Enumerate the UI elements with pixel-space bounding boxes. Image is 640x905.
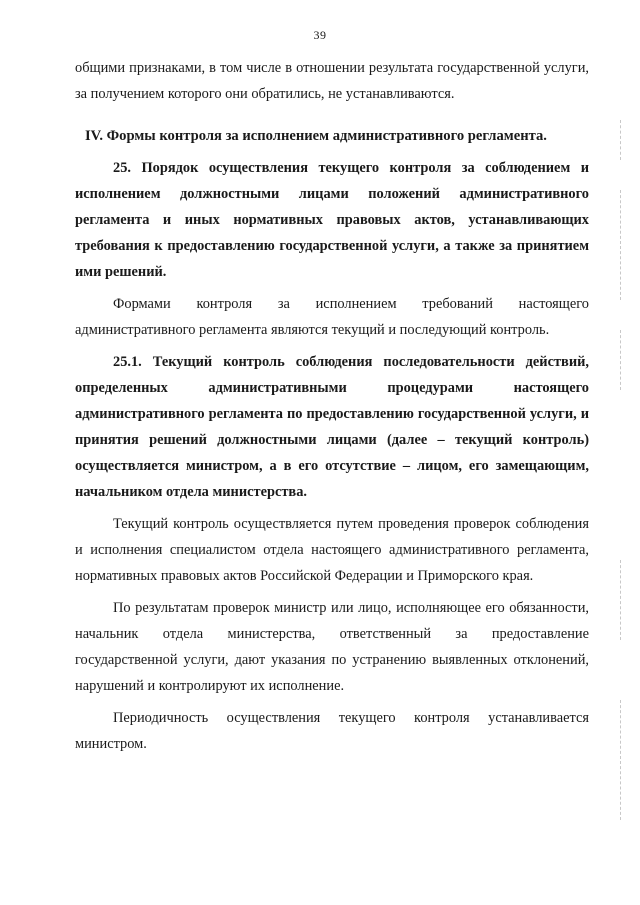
scan-edge-mark	[620, 700, 621, 820]
document-body	[75, 55, 589, 757]
paragraph-check-results: По результатам проверок министр или лицо, исполняющее его обязанности, начальник отдела министерства, ответственный за предоставление государственной услуги, дают указания по устранению выявленных отклонений, нарушений и контролируют их исполнение.	[75, 600, 589, 694]
paragraph-current-control: Текущий контроль осуществляется путем проведения проверок соблюдения и исполнения специалистом отдела настоящего административного регламента, нормативных правовых актов Российской Федерации и Приморского края.	[75, 516, 589, 584]
scan-edge-mark	[620, 560, 621, 640]
scan-edge-mark	[620, 330, 621, 390]
scan-edge-mark	[620, 190, 621, 300]
scan-edge-mark	[620, 120, 621, 160]
paragraph-25-1: 25.1. Текущий контроль соблюдения последовательности действий, определенных административными процедурами настоящего административного регламента по предоставлению государственной услуги, и принятия решений должностными лицами (далее – текущий контроль) осуществляется министром, а в его отсутствие – лицом, его замещающим, начальником отдела министерства.	[75, 354, 589, 500]
section-heading: IV. Формы контроля за исполнением административного регламента.	[85, 128, 547, 144]
paragraph-forms: Формами контроля за исполнением требований настоящего административного регламента являются текущий и последующий контроль.	[75, 296, 589, 338]
paragraph-periodicity: Периодичность осуществления текущего контроля устанавливается министром.	[75, 710, 589, 752]
page-number: 39	[313, 28, 327, 42]
paragraph-continuation: общими признаками, в том числе в отношении результата государственной услуги, за получением которого они обратились, не устанавливаются.	[75, 60, 589, 102]
paragraph-25: 25. Порядок осуществления текущего контроля за соблюдением и исполнением должностными лицами положений административного регламента и иных нормативных правовых актов, устанавливающих требования к предоставлению государственной услуги, а также за принятием ими решений.	[75, 160, 589, 280]
